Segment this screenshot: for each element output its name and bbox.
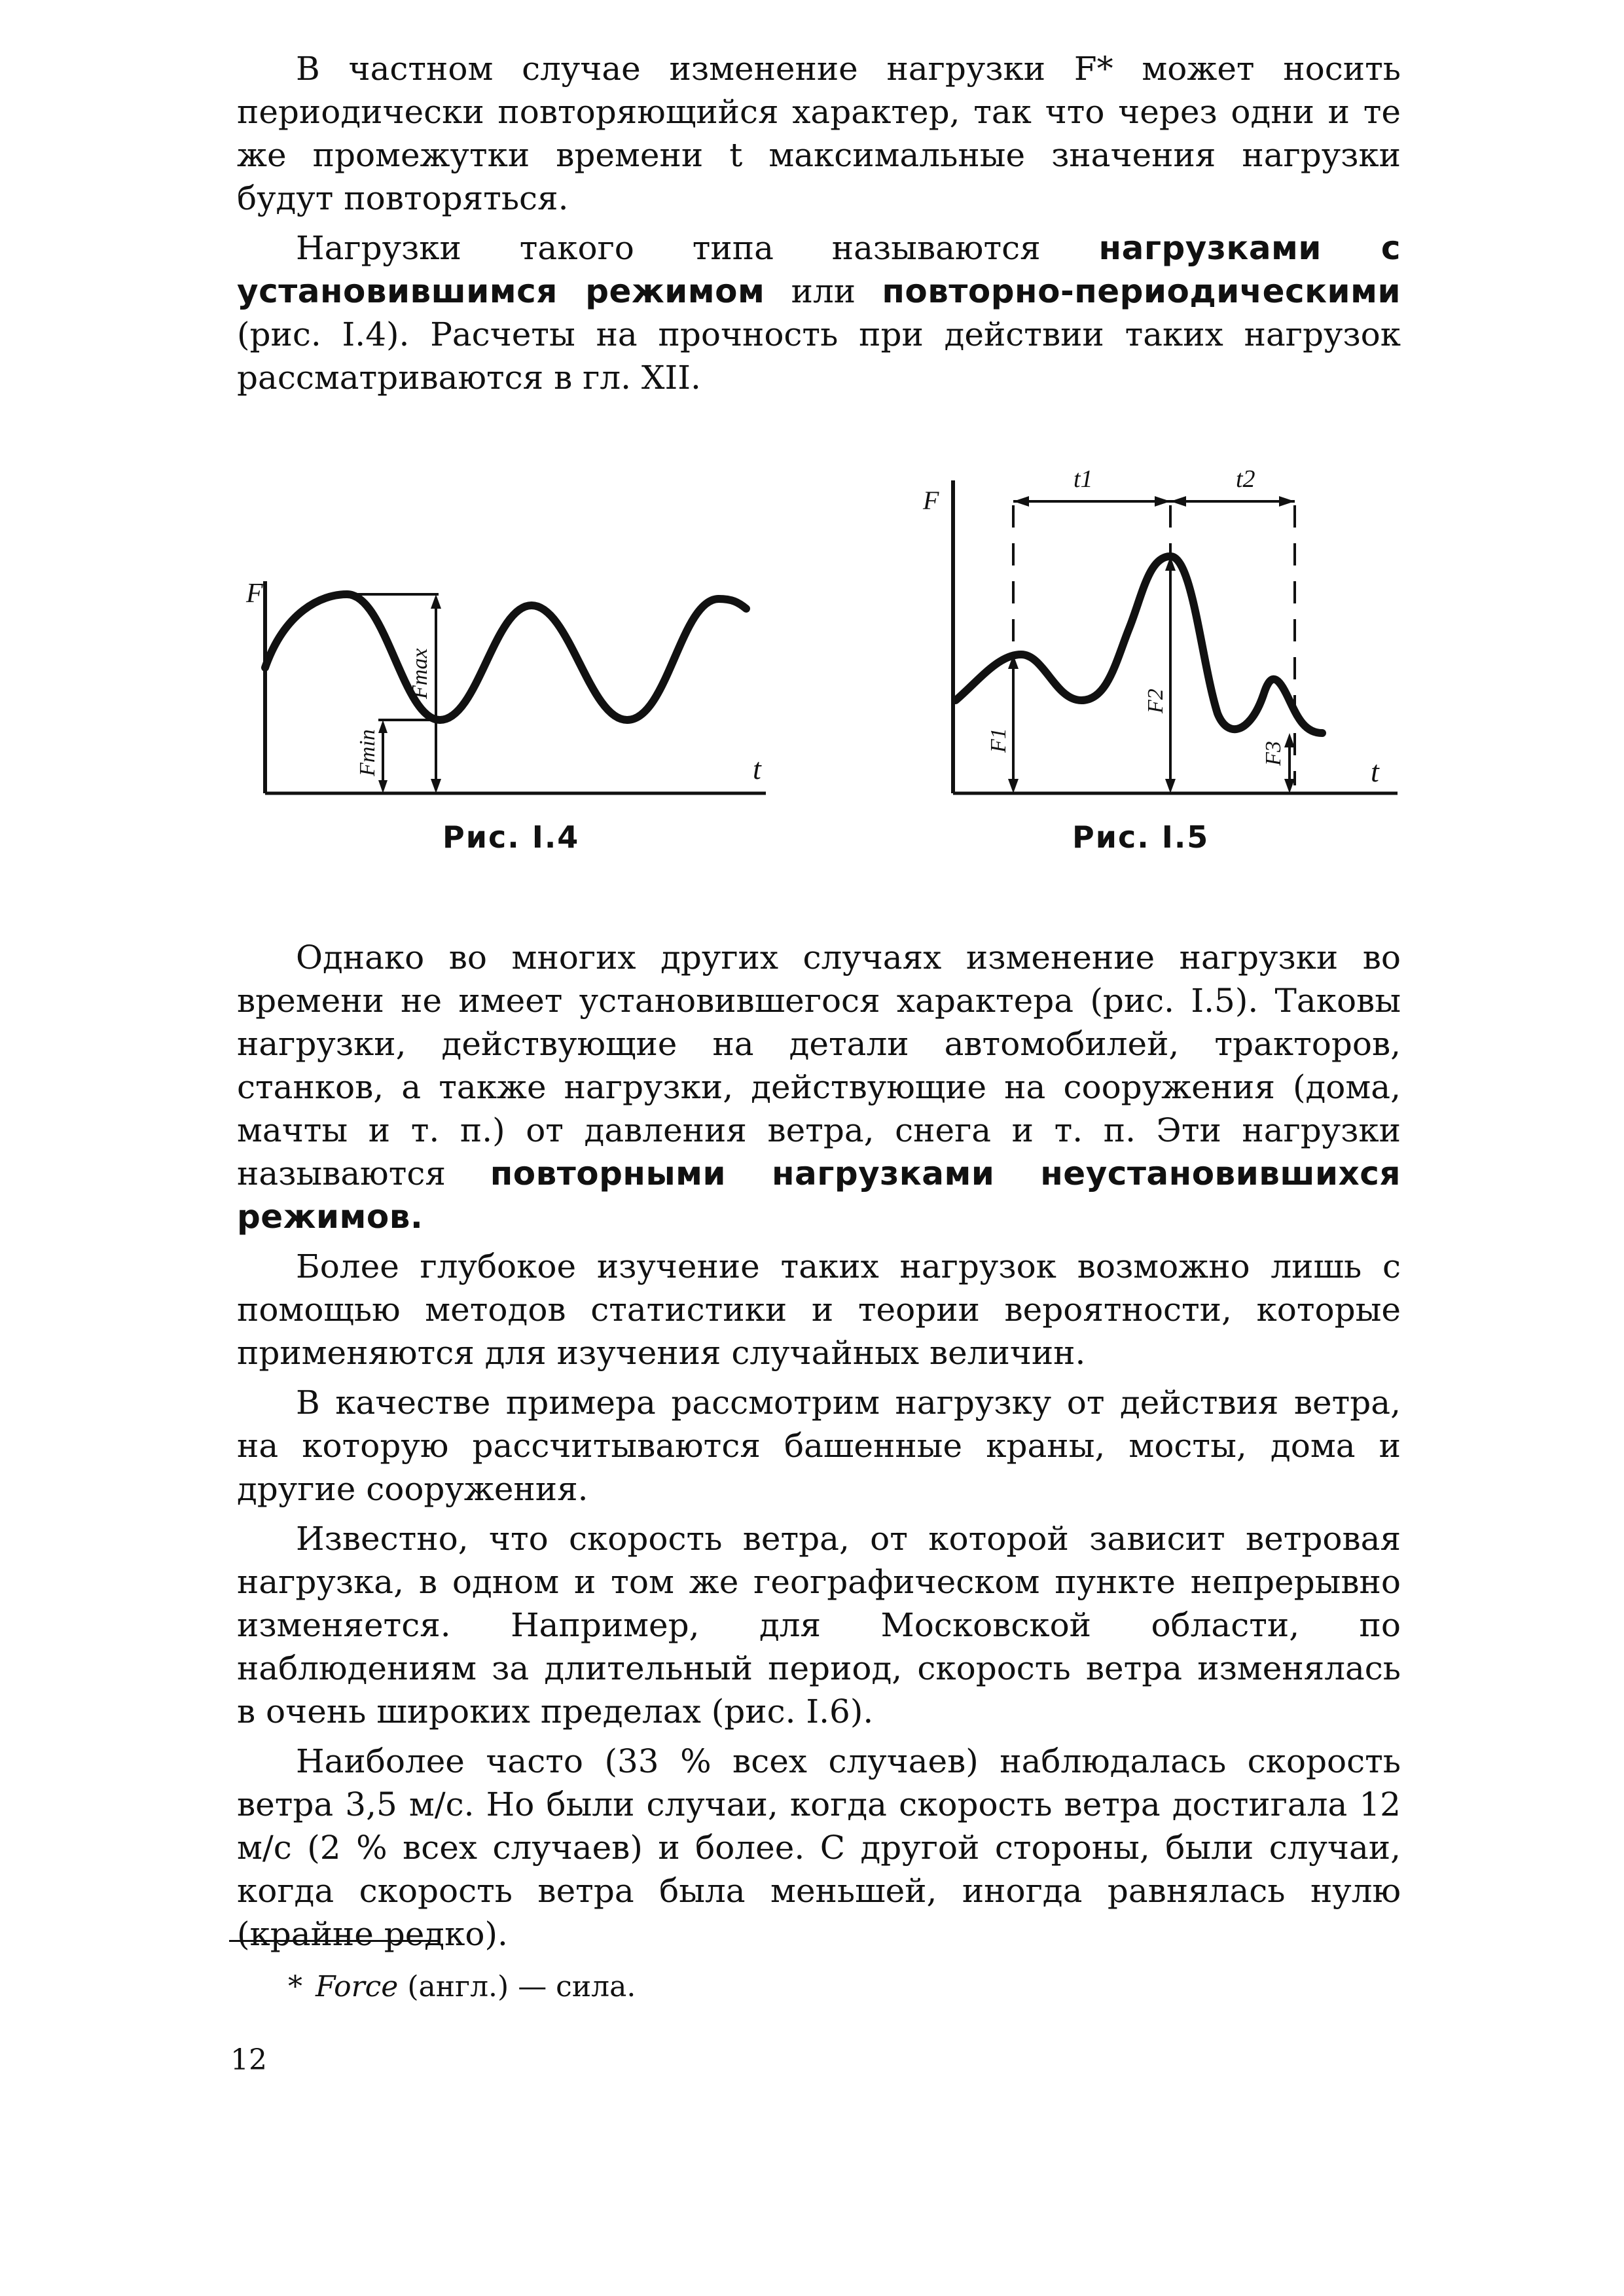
fig-1-5-t2-label: t2: [1236, 465, 1255, 493]
footnote-translation: (англ.) — сила.: [407, 1970, 636, 2003]
fig-1-4-min-label: Fmin: [355, 729, 380, 776]
fig-1-4-max-arrow-bottom: [431, 779, 441, 793]
steady-load-term: нагрузками с установившимся режимом: [237, 229, 1401, 310]
fig-1-5-y-label: F: [923, 486, 939, 515]
statistics-paragraph: Более глубокое изучение таких нагрузок возможно лишь с помощью методов статистики и теории вероятности, которые применяются для изучения случайных величин.: [237, 1247, 1401, 1372]
fig-1-5-t2-arrow-left: [1170, 496, 1186, 507]
footnote-divider: [229, 1940, 439, 1942]
fig-1-5-f2-arrow-bottom: [1165, 779, 1176, 793]
steady-load-paragraph: [237, 226, 1401, 399]
footnote-word: Force: [316, 1970, 399, 2003]
footnote-mark: *: [288, 1970, 302, 2003]
figure-1-5: [910, 458, 1407, 798]
fig-1-5-f1-label: F1: [986, 728, 1011, 753]
figure-1-4-drawing: [246, 563, 799, 798]
fig-1-5-f3-arrow-bottom: [1284, 779, 1295, 793]
fig-1-4-x-label: t: [753, 752, 761, 785]
periodic-load-term: повторно-периодическими: [882, 272, 1401, 310]
fig-1-5-t2-arrow-right: [1279, 496, 1295, 507]
fig-1-5-f1-arrow-bottom: [1008, 779, 1019, 793]
figure-1-5-caption: Рис. I.5: [1072, 819, 1210, 855]
fig-1-4-max-label: Fmax: [408, 648, 432, 699]
fig-1-5-f2-label: F2: [1144, 689, 1168, 713]
fig-1-5-t1-arrow-left: [1013, 496, 1029, 507]
wind-variability-paragraph: Известно, что скорость ветра, от которой зависит ветровая нагрузка, в одном и том же географическом пункте непрерывно изменяется. Например, для Московской области, по наблюдениям за длительный период, скорость ветра изменялась в очень широких пределах (рис. I.6).: [237, 1520, 1401, 1731]
unsteady-load-term: повторными нагрузками неустановившихся режимов.: [237, 1155, 1401, 1236]
fig-1-5-f3-label: F3: [1261, 741, 1286, 766]
unsteady-load-paragraph: [237, 936, 1401, 1238]
steady-load-text-start: Нагрузки такого типа называются: [296, 229, 1099, 267]
bottom-text: [237, 936, 1401, 1956]
wind-example-paragraph: В качестве примера рассмотрим нагрузку от действия ветра, на которую рассчитываются башенные краны, мосты, дома и другие сооружения.: [237, 1384, 1401, 1508]
fig-1-5-f3-arrow-top: [1284, 733, 1295, 747]
fig-1-5-x-label: t: [1371, 755, 1379, 788]
figure-1-4: [246, 563, 799, 798]
steady-load-text-end: (рис. I.4). Расчеты на прочность при действии таких нагрузок рассматриваются в гл. XII.: [237, 315, 1401, 397]
figure-1-4-caption: Рис. I.4: [442, 819, 580, 855]
fig-1-4-max-arrow-top: [431, 594, 441, 609]
page-number: 12: [230, 2043, 267, 2077]
fig-1-4-y-label: F: [246, 579, 263, 609]
wind-speed-paragraph: Наиболее часто (33 % всех случаев) наблюдалась скорость ветра 3,5 м/с. Но были случаи, когда скорость ветра достигала 12 м/с (2 % всех случаев) и более. С другой стороны, были случаи, когда скорость ветра была меньшей, иногда равнялась нулю (крайне редко).: [237, 1742, 1401, 1953]
periodic-load-paragraph: В частном случае изменение нагрузки F* может носить периодически повторяющийся характер, так что через одни и те же промежутки времени t максимальные значения нагрузки будут повторяться.: [237, 50, 1401, 217]
fig-1-4-min-arrow-bottom: [378, 780, 388, 793]
fig-1-4-min-arrow-top: [378, 720, 388, 733]
figure-1-5-drawing: [910, 458, 1407, 798]
fig-1-5-t1-label: t1: [1074, 465, 1093, 493]
fig-1-4-sine-curve: [265, 594, 746, 720]
unsteady-load-text: Однако во многих других случаях изменение нагрузки во времени не имеет установившегося характера (рис. I.5). Таковы нагрузки, действующие на детали автомобилей, тракторов, станков, а также нагрузки, действующие на сооружения (дома, мачты и т. п.) от давления ветра, снега и т. п. Эти нагрузки называются: [237, 939, 1401, 1193]
steady-load-conjunction: или: [765, 272, 882, 310]
fig-1-5-random-curve: [956, 556, 1322, 733]
top-text: [237, 47, 1401, 399]
footnote: [288, 1969, 636, 2005]
fig-1-5-t1-arrow-right: [1155, 496, 1170, 507]
